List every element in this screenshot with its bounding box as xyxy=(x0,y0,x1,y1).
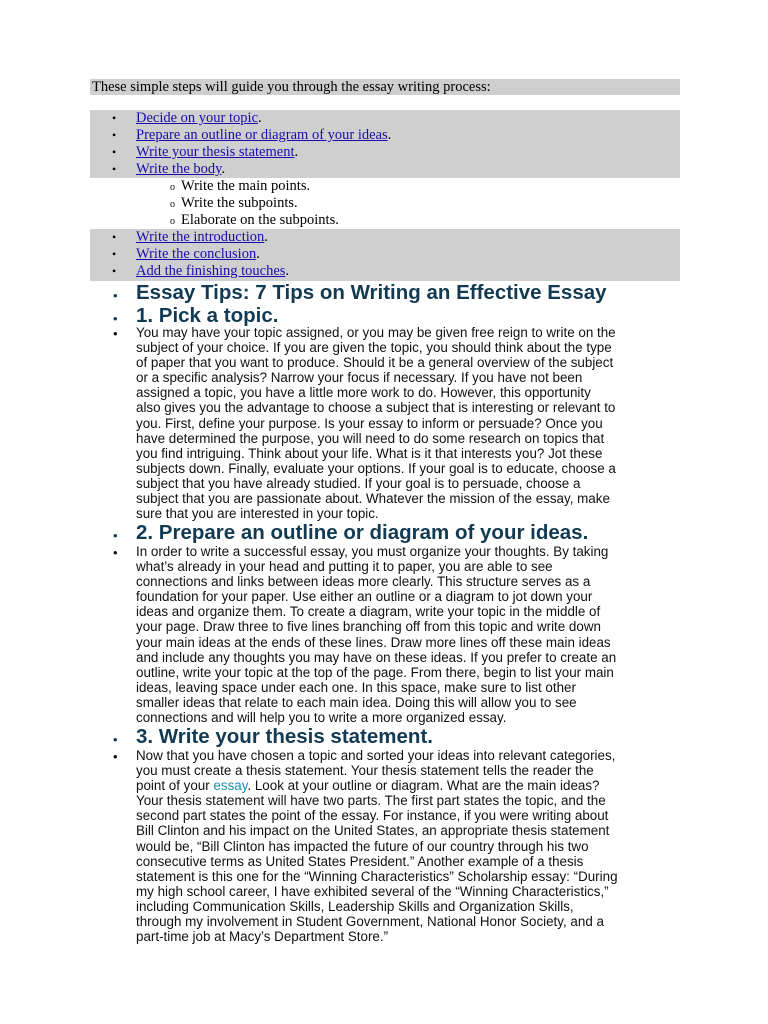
section-paragraph xyxy=(136,325,681,521)
sub-list-item xyxy=(90,212,680,229)
paragraph-line: Now that you have chosen a topic and sorted your ideas into relevant categories, xyxy=(136,748,616,763)
paragraph-line: your main ideas at the ends of these lines. Draw more lines off these main ideas xyxy=(136,634,611,650)
bullet-icon: • xyxy=(112,111,117,125)
list-item xyxy=(90,127,680,144)
step-link-thesis[interactable]: Write your thesis statement xyxy=(136,144,295,160)
paragraph-line: part-time job at Macy’s Department Store.” xyxy=(136,929,389,945)
paragraph-line: In order to write a successful essay, you must organize your thoughts. By taking xyxy=(136,544,609,559)
punctuation: . xyxy=(256,246,260,262)
paragraph-line: You may have your topic assigned, or you may be given free reign to write on the xyxy=(136,325,616,340)
step-link-introduction[interactable]: Write the introduction xyxy=(136,229,265,245)
punctuation: . xyxy=(264,229,268,245)
section-heading: 1. Pick a topic. xyxy=(136,304,279,327)
paragraph-line: including Communication Skills, Leadership Skills and Organization Skills, xyxy=(136,898,574,914)
bullet-icon: • xyxy=(112,128,117,142)
paragraph-line: statement is this one for the “Winning Characteristics” Scholarship essay: “During xyxy=(136,868,618,884)
paragraph-line: my high school career, I have exhibited several of the “Winning Characteristics,” xyxy=(136,883,609,899)
paragraph-line: subjects down. Finally, evaluate your options. If your goal is to educate, choose a xyxy=(136,460,616,476)
paragraph-line: Your thesis statement will have two parts. The first part states the topic, and the xyxy=(136,793,606,809)
paragraph-line: subject that you are passionate about. Whatever the mission of the essay, make xyxy=(136,491,610,507)
paragraph-line: Bill Clinton and his impact on the United States, an appropriate thesis statement xyxy=(136,823,610,839)
paragraph-line: also gives you the advantage to choose a subject that is interesting or relevant to xyxy=(136,400,616,416)
paragraph-line: connections and will help you to write a more organized essay. xyxy=(136,710,507,726)
paragraph-line: what’s already in your head and putting it to paper, you are able to see xyxy=(136,559,553,575)
paragraph-line: or a specific analysis? Narrow your focus if necessary. If you have not been xyxy=(136,370,583,386)
paragraph-line: consecutive terms as United States President.” Another example of a thesis xyxy=(136,853,584,869)
punctuation: . xyxy=(294,144,299,160)
page-title: Essay Tips: 7 Tips on Writing an Effective Essay xyxy=(136,281,607,304)
paragraph-line: and include any thoughts you may have on these ideas. If you prefer to create an xyxy=(136,649,617,665)
paragraph-line: have determined the purpose, you will need to do some research on topics that xyxy=(136,430,605,446)
intro-text: These simple steps will guide you through the essay writing process: xyxy=(90,79,680,95)
section-heading: 2. Prepare an outline or diagram of your ideas. xyxy=(136,521,589,544)
paragraph-line: sure that you are interested in your topic. xyxy=(136,506,379,522)
step-link-finishing[interactable]: Add the finishing touches xyxy=(136,263,286,279)
bullet-icon: • xyxy=(113,749,118,764)
bullet-icon: • xyxy=(112,230,117,244)
paragraph-line: second part states the point of the essay. For instance, if you were writing about xyxy=(136,808,609,824)
punctuation: . xyxy=(387,127,392,143)
step-link-outline[interactable]: Prepare an outline or diagram of your ideas xyxy=(136,127,388,143)
sub-list-item xyxy=(90,178,680,195)
paragraph-line: you find intriguing. Think about your life. What is it that interests you? Jot these xyxy=(136,445,603,461)
paragraph-line: of paper that you want to produce. Should it be a general overview of the subject xyxy=(136,355,614,371)
list-item xyxy=(90,229,680,246)
section-heading: 3. Write your thesis statement. xyxy=(136,725,433,748)
bullet-icon: • xyxy=(113,545,118,560)
paragraph-line: would be, “Bill Clinton has impacted the future of our country through his two xyxy=(136,838,589,854)
paragraph-line: connections and links between ideas more clearly. This structure serves as a xyxy=(136,574,591,590)
list-item xyxy=(90,161,680,178)
paragraph-line: you must create a thesis statement. Your thesis statement tells the reader the xyxy=(136,763,594,779)
list-item xyxy=(90,246,680,263)
step-link-conclusion[interactable]: Write the conclusion xyxy=(136,246,257,262)
steps-list xyxy=(90,110,680,281)
paragraph-line: outline, write your topic at the top of the page. From there, begin to list your main xyxy=(136,664,614,680)
essay-link[interactable]: essay xyxy=(213,778,248,794)
list-item xyxy=(90,263,680,280)
paragraph-line: subject of your choice. If you are given the topic, you should think about the type xyxy=(136,340,612,356)
paragraph-line: your page. Draw three to five lines branching off from this topic and write down xyxy=(136,619,601,635)
list-item xyxy=(90,144,680,161)
paragraph-line: subject that you have already studied. If your goal is to persuade, choose a xyxy=(136,475,581,491)
circle-bullet-icon: o xyxy=(170,199,175,210)
section-paragraph xyxy=(136,544,681,725)
sub-list-item xyxy=(90,195,680,212)
bullet-icon: • xyxy=(112,162,117,176)
paragraph-line: smaller ideas that relate to each main idea. Doing this will allow you to see xyxy=(136,694,577,710)
circle-bullet-icon: o xyxy=(170,216,175,227)
list-item xyxy=(90,110,680,127)
paragraph-line: foundation for your paper. Use either an outline or a diagram to jot down your xyxy=(136,589,593,605)
substep-text: Elaborate on the subpoints. xyxy=(181,212,339,228)
punctuation: . xyxy=(221,161,226,177)
punctuation: . xyxy=(258,110,262,126)
section-paragraph xyxy=(136,748,681,944)
line-suffix: . Look at your outline or diagram. What are the main ideas? xyxy=(247,778,600,794)
bullet-icon: • xyxy=(112,247,117,261)
punctuation: . xyxy=(285,263,290,279)
paragraph-line: through my involvement in Student Government, National Honor Society, and a xyxy=(136,914,604,930)
bullet-icon: • xyxy=(113,732,118,747)
paragraph-line: you. First, define your purpose. Is your essay to inform or persuade? Once you xyxy=(136,415,603,431)
substep-text: Write the subpoints. xyxy=(181,195,298,211)
bullet-icon: • xyxy=(113,528,118,543)
paragraph-line xyxy=(136,778,681,793)
step-link-body[interactable]: Write the body xyxy=(136,161,222,177)
bullet-icon: • xyxy=(112,145,117,159)
circle-bullet-icon: o xyxy=(170,182,175,193)
paragraph-line: ideas, leaving space under each one. In this space, make sure to list other xyxy=(136,679,576,695)
bullet-icon: • xyxy=(113,311,118,326)
substep-text: Write the main points. xyxy=(181,178,311,194)
bullet-icon: • xyxy=(113,288,118,303)
paragraph-line: assigned a topic, you have a little more work to do. However, this opportunity xyxy=(136,385,591,401)
bullet-icon: • xyxy=(112,264,117,278)
step-link-topic[interactable]: Decide on your topic xyxy=(136,110,259,126)
paragraph-line: ideas and organize them. To create a diagram, write your topic in the middle of xyxy=(136,604,601,620)
line-prefix: point of your xyxy=(136,778,214,794)
bullet-icon: • xyxy=(113,326,118,341)
